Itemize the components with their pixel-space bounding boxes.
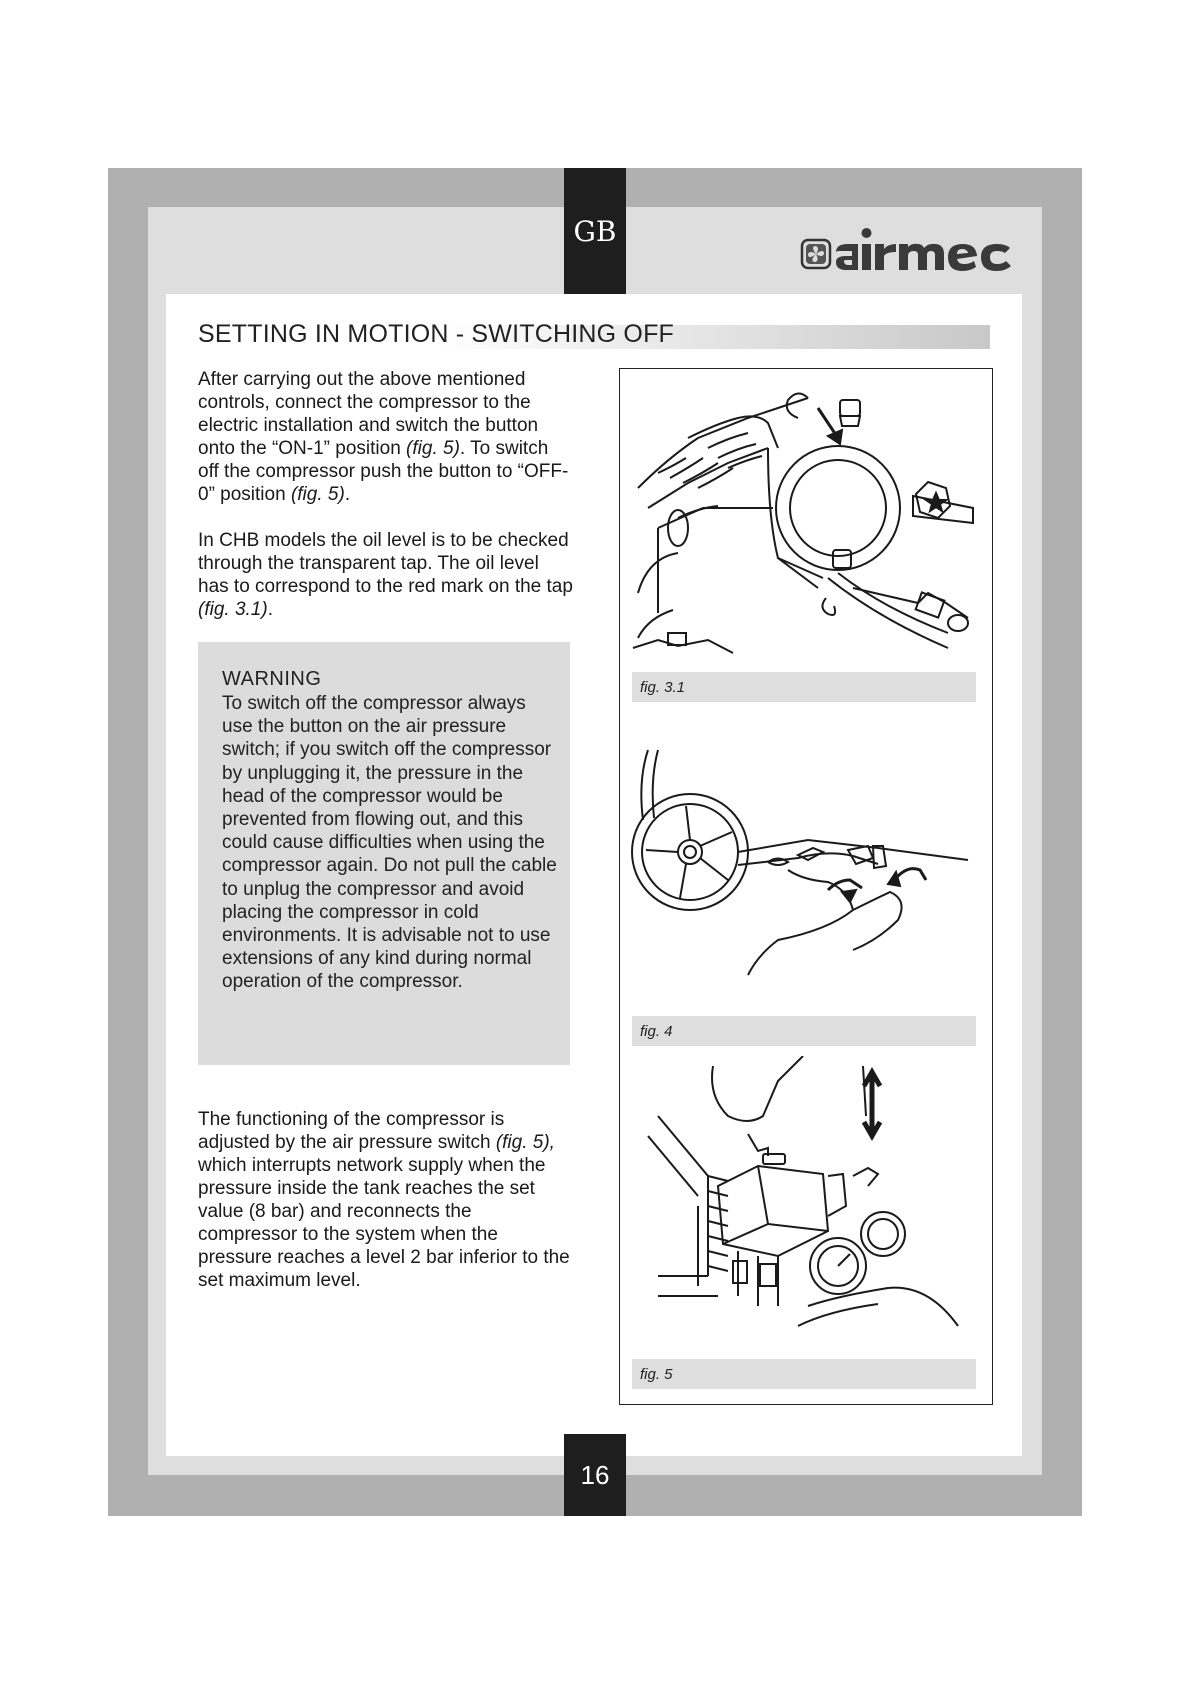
figure-reference: (fig. 3.1) [198,599,268,620]
figure-reference: (fig. 5), [495,1132,555,1153]
wheel-mounting-illustration [628,740,978,980]
paragraph-text: . [267,599,273,620]
paragraph-text: In CHB models the oil level is to be checked through the transparent tap. The oil level has to correspond to the red mark on the tap [198,530,573,597]
figure-caption: fig. 3.1 [632,672,976,702]
airmec-logo [800,222,1022,278]
paragraph-text: . [344,484,351,505]
compressor-head-oil-tap-illustration [628,378,978,668]
paragraph-text: After carrying out the above mentioned controls, connect the compressor to the electric installation and switch the button onto the “ON-1” position [198,369,539,459]
pressure-switch-illustration [628,1056,978,1356]
section-title: SETTING IN MOTION - SWITCHING OFF [198,320,675,348]
paragraph-text: The functioning of the compressor is adjusted by the air pressure switch [198,1109,505,1153]
figure-caption: fig. 5 [632,1359,976,1389]
warning-title: WARNING [222,668,322,690]
paragraph-oil-level [198,529,574,621]
language-tab [564,168,626,294]
paragraph-text: . To switch off the compressor push the button to “OFF-0” position [198,438,569,505]
paragraph-setting-in-motion [198,368,574,506]
figure-caption: fig. 4 [632,1016,976,1046]
page-number: 16 [580,1459,610,1490]
language-label: GB [573,214,617,248]
fan-icon [802,240,830,268]
warning-text: To switch off the compressor always use the button on the air pressure switch; if you switch off the compressor by unplugging it, the pressure in the head of the compressor would be prevented from flowing out, and this could cause difficulties when using the compressor again. Do not pull the cable to unplug the compressor and avoid placing the compressor in cold environments. It is advisable not to use extensions of any kind during normal operation of the compressor. [222,693,557,993]
paragraph-text: which interrupts network supply when the pressure inside the tank reaches the set value (8 bar) and reconnects the compressor to the system when the pressure reaches a level 2 bar inferior to the set maximum level. [198,1155,570,1291]
figure-reference: (fig. 5) [290,484,345,505]
paragraph-pressure-switch [198,1108,574,1292]
figure-reference: (fig. 5) [406,438,460,459]
page-number-tab [564,1434,626,1516]
